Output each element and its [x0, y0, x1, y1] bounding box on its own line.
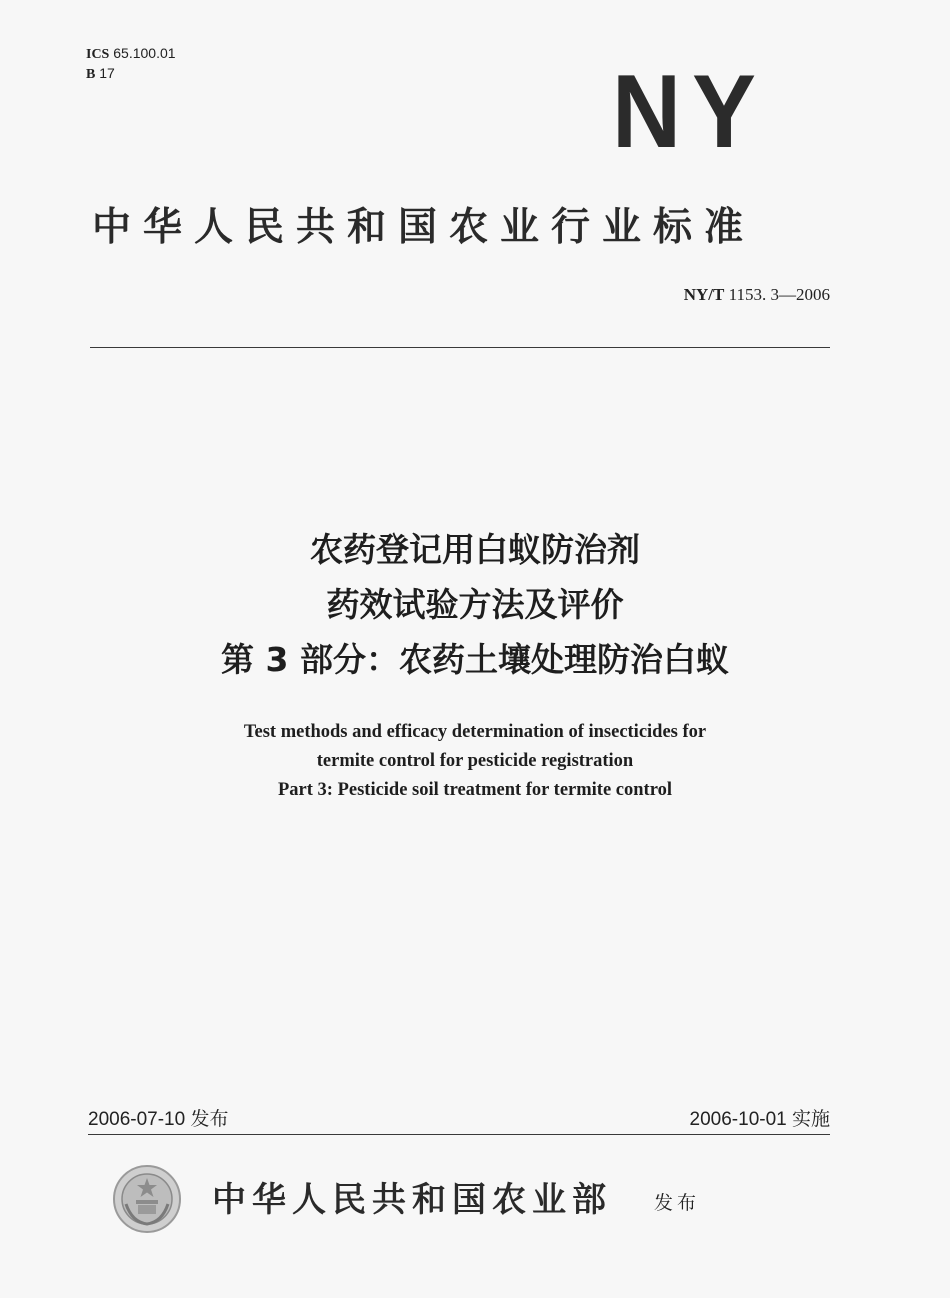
english-title-line-2: termite control for pesticide registration [316, 751, 634, 771]
bottom-divider [88, 1134, 830, 1135]
issue-date: 2006-07-10 发布 [88, 1109, 229, 1130]
ics-line [86, 44, 176, 64]
ics-value: 65.100.01 [113, 45, 176, 61]
chinese-title-line-3: 第 3 部分：农药土壤处理防治白蚁 [221, 640, 729, 679]
english-title-line-1: Test methods and efficacy determination of insecticides for [243, 722, 707, 742]
classification-block [86, 44, 176, 84]
top-divider [90, 347, 830, 348]
publish-label: 发布 [654, 1192, 701, 1214]
standard-number-prefix: NY/T [683, 285, 725, 304]
class-label: B [86, 67, 96, 82]
class-value: 17 [99, 65, 115, 81]
chinese-title-line-2: 药效试验方法及评价 [326, 585, 624, 624]
chinese-title-line-1: 农药登记用白蚁防治剂 [310, 530, 640, 569]
issuing-ministry: 中华人民共和国农业部 [212, 1180, 612, 1220]
english-title-line-3: Part 3: Pesticide soil treatment for termite control [277, 780, 672, 800]
standard-category-title: 中华人民共和国农业行业标准 [92, 205, 756, 250]
chinese-title [60, 522, 890, 687]
english-title [60, 718, 890, 805]
standard-number-value: 1153. 3—2006 [728, 285, 830, 304]
ny-logo: NY [612, 54, 768, 170]
national-emblem-icon [112, 1164, 182, 1234]
standard-number [600, 285, 830, 305]
ics-label: ICS [86, 47, 110, 62]
class-line [86, 64, 176, 84]
implementation-date: 2006-10-01 实施 [689, 1109, 830, 1130]
